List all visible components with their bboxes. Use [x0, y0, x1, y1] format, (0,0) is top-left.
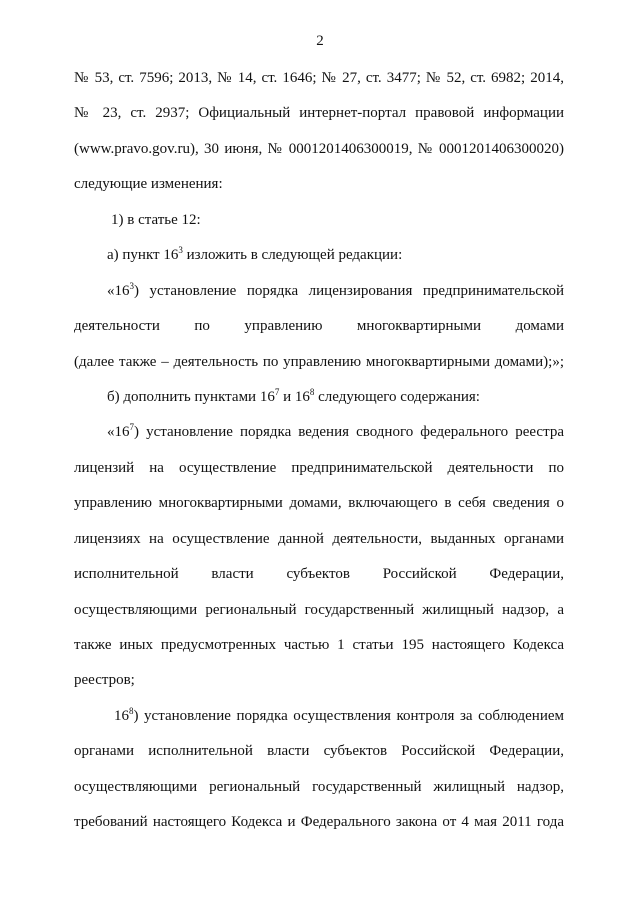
- text-line: (далее также – деятельность по управлению многоквартирными домами);»;: [74, 353, 564, 370]
- superscript: 8: [129, 705, 134, 716]
- superscript: 8: [309, 386, 315, 397]
- superscript: 7: [274, 386, 280, 397]
- text-line: органами исполнительной власти субъектов Российской Федерации,: [74, 743, 564, 760]
- text-fragment: изложить в следующей редакции:: [182, 247, 403, 264]
- superscript: 7: [129, 422, 134, 433]
- text-fragment: ) установление порядка лицензирования предпринимательской: [134, 282, 564, 299]
- text-line: № 23, ст. 2937; Официальный интернет-портал правовой информации: [74, 105, 564, 122]
- text-line: следующие изменения:: [74, 176, 223, 193]
- text-line: (www.pravo.gov.ru), 30 июня, № 0001201406300019, № 0001201406300020): [74, 140, 564, 157]
- text-line: управлению многоквартирными домами, включающего в себя сведения о: [74, 495, 564, 512]
- text-fragment: ) установление порядка осуществления контроля за соблюдением: [133, 707, 564, 724]
- superscript: 3: [129, 280, 134, 291]
- text-line: лицензий на осуществление предпринимательской деятельности по: [74, 459, 564, 476]
- text-line: деятельности по управлению многоквартирными домами: [74, 318, 564, 335]
- text-line: [74, 418, 564, 453]
- text-line: [74, 383, 564, 418]
- text-line: исполнительной власти субъектов Российской Федерации,: [74, 566, 564, 583]
- page-number: 2: [316, 33, 324, 49]
- text-fragment: б) дополнить пунктами 16: [107, 388, 275, 405]
- document-body: [74, 64, 564, 844]
- text-line: реестров;: [74, 672, 135, 689]
- text-line: [74, 702, 564, 737]
- text-line: [74, 206, 564, 241]
- text-line: лицензиях на осуществление данной деятельности, выданных органами: [74, 530, 564, 547]
- text-line: [74, 241, 564, 276]
- text-fragment: а) пункт 16: [107, 247, 179, 264]
- text-fragment: 1) в статье 12:: [111, 211, 201, 228]
- text-fragment: ) установление порядка ведения сводного федерального реестра: [134, 424, 564, 441]
- text-fragment: «16: [107, 282, 130, 299]
- text-line: осуществляющими региональный государственный жилищный надзор, а: [74, 601, 564, 618]
- text-fragment: 16: [114, 707, 129, 724]
- text-fragment: и 16: [279, 388, 310, 405]
- text-line: требований настоящего Кодекса и Федерального закона от 4 мая 2011 года: [74, 814, 564, 831]
- text-fragment: следующего содержания:: [314, 388, 480, 405]
- superscript: 3: [178, 245, 183, 256]
- text-line: № 53, ст. 7596; 2013, № 14, ст. 1646; № 27, ст. 3477; № 52, ст. 6982; 2014,: [74, 70, 564, 86]
- text-fragment: «16: [107, 424, 130, 441]
- text-line: осуществляющими региональный государственный жилищный надзор,: [74, 778, 564, 795]
- text-line: также иных предусмотренных частью 1 статьи 195 настоящего Кодекса: [74, 637, 564, 653]
- text-line: [74, 277, 564, 312]
